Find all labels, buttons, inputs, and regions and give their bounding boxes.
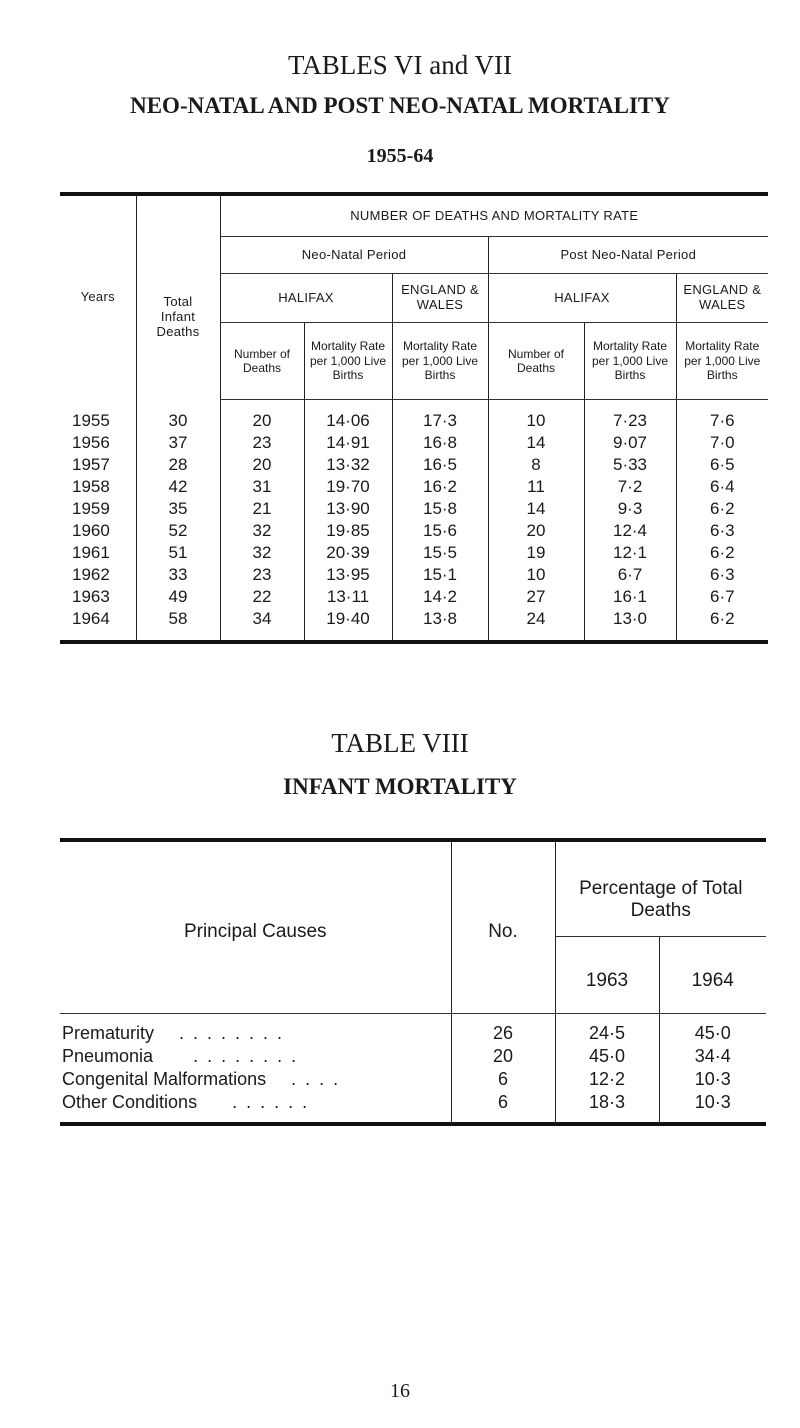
halifax-neo-natal-rate-header: Mortality Rate per 1,000 Live Births [304, 323, 392, 400]
table-cell: 16·8 [392, 432, 488, 454]
dot-leader: . . . . . . . . [179, 1023, 285, 1043]
years-range: 1955-64 [366, 145, 434, 167]
table-cell: 23 [220, 432, 304, 454]
table-cell: 12·4 [584, 520, 676, 542]
table-row [60, 520, 768, 542]
cause-label: Congenital Malformations [62, 1069, 267, 1089]
dot-leader: . . . . . . [232, 1092, 310, 1112]
table-cell: 13·8 [392, 608, 488, 642]
table-cell: 51 [136, 542, 220, 564]
halifax-post-neo-natal-deaths-header: Number of Deaths [488, 323, 584, 400]
table-cell: 7·2 [584, 476, 676, 498]
england-wales-post-neo-natal-header: ENGLAND & WALES [676, 274, 768, 323]
table-cell: 6 [451, 1091, 555, 1124]
table-cell: 19·70 [304, 476, 392, 498]
table-cell: 9·07 [584, 432, 676, 454]
table-cell: 32 [220, 542, 304, 564]
table-cell: 7·6 [676, 400, 768, 433]
year-1963-header: 1963 [555, 937, 659, 1014]
table-cell: 6·4 [676, 476, 768, 498]
table-cell: 1963 [72, 587, 110, 606]
table-cell: 34 [220, 608, 304, 642]
table-cell: 42 [136, 476, 220, 498]
table-cell: 31 [220, 476, 304, 498]
neo-natal-period-header: Neo-Natal Period [220, 237, 488, 274]
dot-leader: . . . . . . . . [193, 1046, 299, 1066]
england-wales-neo-natal-header: ENGLAND & WALES [392, 274, 488, 323]
table-cell: 1960 [72, 521, 110, 540]
tables-vi-vii-heading: TABLES VI and VII [287, 50, 513, 80]
england-wales-neo-natal-rate-header: Mortality Rate per 1,000 Live Births [392, 323, 488, 400]
table-cell: 34·4 [659, 1045, 766, 1068]
post-neo-natal-period-header: Post Neo-Natal Period [488, 237, 768, 274]
table-row [60, 476, 768, 498]
table-cell: 14·91 [304, 432, 392, 454]
table-cell: 1962 [72, 565, 110, 584]
table-cell: 17·3 [392, 400, 488, 433]
table-row [60, 564, 768, 586]
table-cell: 9·3 [584, 498, 676, 520]
table-cell: 10·3 [659, 1091, 766, 1124]
table-row [60, 400, 768, 433]
table-cell: 32 [220, 520, 304, 542]
table-row [60, 1091, 766, 1124]
table-cell: 58 [136, 608, 220, 642]
table-row [60, 498, 768, 520]
infant-mortality-subheading: INFANT MORTALITY [283, 774, 517, 799]
table-row [60, 1014, 766, 1046]
table-cell [60, 1045, 451, 1068]
table-cell: 6·3 [676, 520, 768, 542]
table-cell: 20 [220, 454, 304, 476]
table-cell: 10 [488, 400, 584, 433]
table-cell: 20·39 [304, 542, 392, 564]
table-cell: 26 [451, 1014, 555, 1046]
percentage-of-total-deaths-header: Percentage of Total Deaths [555, 840, 766, 937]
table-row [60, 608, 768, 642]
table-cell: 24·5 [555, 1014, 659, 1046]
group-header: NUMBER OF DEATHS AND MORTALITY RATE [220, 194, 768, 237]
table-cell: 1964 [72, 609, 110, 628]
table-cell: 14·06 [304, 400, 392, 433]
table-cell: 7·0 [676, 432, 768, 454]
table-cell: 13·32 [304, 454, 392, 476]
table-cell: 23 [220, 564, 304, 586]
table-cell: 27 [488, 586, 584, 608]
years-column-header: Years [80, 289, 115, 305]
neo-natal-mortality-table [60, 192, 768, 644]
dot-leader: . . . . [291, 1069, 341, 1089]
table-cell: 6·2 [676, 498, 768, 520]
table-cell: 15·5 [392, 542, 488, 564]
table-cell [60, 1014, 451, 1046]
table-cell: 45·0 [659, 1014, 766, 1046]
table-cell: 13·95 [304, 564, 392, 586]
table-cell: 19·40 [304, 608, 392, 642]
table-cell: 5·33 [584, 454, 676, 476]
total-infant-deaths-column-header: Total Infant Deaths [136, 194, 220, 400]
table-cell: 1956 [72, 433, 110, 452]
table-cell: 45·0 [555, 1045, 659, 1068]
table-viii-heading: TABLE VIII [331, 728, 469, 758]
halifax-neo-natal-deaths-header: Number of Deaths [220, 323, 304, 400]
table-cell: 6·2 [676, 542, 768, 564]
table-row [60, 432, 768, 454]
table-row [60, 1068, 766, 1091]
neo-natal-mortality-subheading: NEO-NATAL AND POST NEO-NATAL MORTALITY [130, 93, 670, 118]
table-cell: 20 [488, 520, 584, 542]
table-cell: 16·5 [392, 454, 488, 476]
table-cell: 11 [488, 476, 584, 498]
principal-causes-header: Principal Causes [60, 840, 451, 1014]
table-cell: 19 [488, 542, 584, 564]
table-cell: 14 [488, 432, 584, 454]
table-cell: 24 [488, 608, 584, 642]
table-cell: 13·0 [584, 608, 676, 642]
table-cell: 16·1 [584, 586, 676, 608]
cause-label: Other Conditions [62, 1092, 198, 1112]
page-number: 16 [390, 1380, 410, 1402]
table-cell: 20 [451, 1045, 555, 1068]
table-cell: 28 [136, 454, 220, 476]
table-row [60, 1045, 766, 1068]
table-cell: 6·7 [676, 586, 768, 608]
table-cell: 7·23 [584, 400, 676, 433]
table-cell: 6·5 [676, 454, 768, 476]
table-cell: 6 [451, 1068, 555, 1091]
table-cell: 14·2 [392, 586, 488, 608]
table-cell: 15·1 [392, 564, 488, 586]
table-cell: 21 [220, 498, 304, 520]
table-row [60, 542, 768, 564]
table-cell: 19·85 [304, 520, 392, 542]
table-cell: 18·3 [555, 1091, 659, 1124]
infant-mortality-table [60, 838, 766, 1126]
table-cell: 52 [136, 520, 220, 542]
table-cell: 14 [488, 498, 584, 520]
table-cell: 8 [488, 454, 584, 476]
table-cell: 12·1 [584, 542, 676, 564]
table-cell: 30 [136, 400, 220, 433]
halifax-post-neo-natal-header: HALIFAX [488, 274, 676, 323]
table-cell: 35 [136, 498, 220, 520]
table-row [60, 586, 768, 608]
table-cell: 12·2 [555, 1068, 659, 1091]
table-cell: 15·6 [392, 520, 488, 542]
table-cell: 13·11 [304, 586, 392, 608]
table-cell [60, 1091, 451, 1124]
halifax-neo-natal-header: HALIFAX [220, 274, 392, 323]
table-cell: 6·3 [676, 564, 768, 586]
table-cell: 1959 [72, 499, 110, 518]
halifax-post-neo-natal-rate-header: Mortality Rate per 1,000 Live Births [584, 323, 676, 400]
table-cell: 22 [220, 586, 304, 608]
year-1964-header: 1964 [659, 937, 766, 1014]
table-cell: 1958 [72, 477, 110, 496]
table-cell: 6·2 [676, 608, 768, 642]
table-cell: 6·7 [584, 564, 676, 586]
table-cell: 1961 [72, 543, 110, 562]
table-cell: 49 [136, 586, 220, 608]
table-cell [60, 1068, 451, 1091]
number-header: No. [451, 840, 555, 1014]
table-cell: 10·3 [659, 1068, 766, 1091]
england-wales-post-neo-natal-rate-header: Mortality Rate per 1,000 Live Births [676, 323, 768, 400]
table-row [60, 454, 768, 476]
cause-label: Pneumonia [62, 1046, 154, 1066]
table-cell: 37 [136, 432, 220, 454]
table-cell: 10 [488, 564, 584, 586]
table-cell: 13·90 [304, 498, 392, 520]
table-cell: 15·8 [392, 498, 488, 520]
table-cell: 33 [136, 564, 220, 586]
cause-label: Prematurity [62, 1023, 155, 1043]
table-cell: 1955 [72, 410, 110, 430]
table-cell: 20 [220, 400, 304, 433]
table-cell: 16·2 [392, 476, 488, 498]
table-cell: 1957 [72, 455, 110, 474]
